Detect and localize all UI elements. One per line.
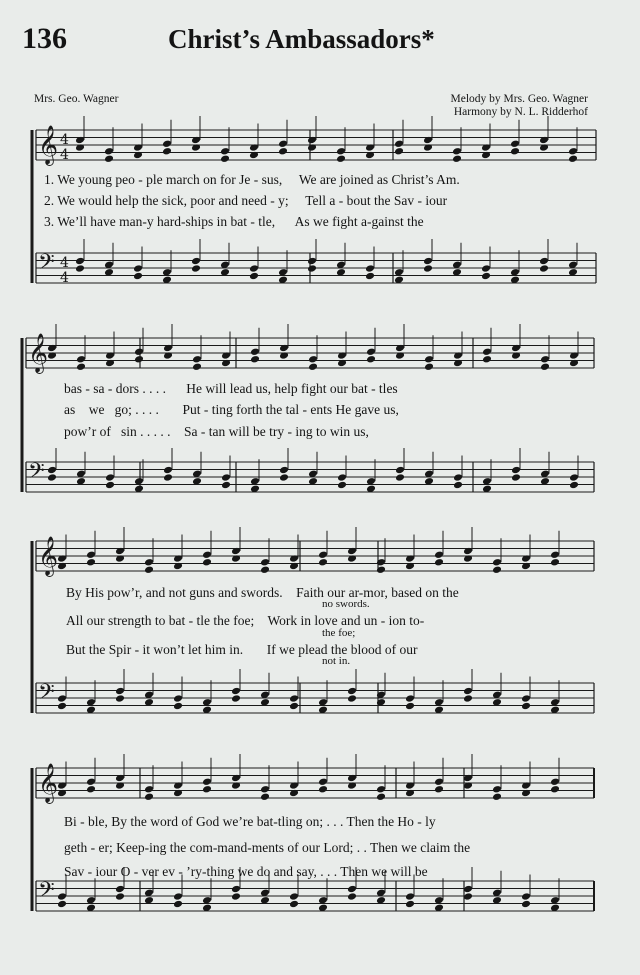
lyric-continuation: not in. xyxy=(322,655,351,667)
note-head xyxy=(191,264,201,273)
note-head xyxy=(347,892,357,901)
treble-clef: 𝄞 xyxy=(38,536,59,576)
note-head xyxy=(144,558,154,567)
note-head xyxy=(86,550,96,559)
note-head xyxy=(86,558,96,567)
note-head xyxy=(395,473,405,482)
note-head xyxy=(395,466,405,475)
note-head xyxy=(104,154,114,163)
lyric-continuation: no swords. xyxy=(322,598,370,610)
note-head xyxy=(318,550,328,559)
note-head xyxy=(86,777,96,786)
note-head xyxy=(452,147,462,156)
note-head xyxy=(569,473,579,482)
note-head xyxy=(105,481,115,490)
note-head xyxy=(481,272,491,281)
note-head xyxy=(365,264,375,273)
note-head xyxy=(134,355,144,364)
bass-clef: 𝄢 xyxy=(38,250,55,280)
note-head xyxy=(250,347,260,356)
note-head xyxy=(221,481,231,490)
note-head xyxy=(423,257,433,266)
note-head xyxy=(424,355,434,364)
note-head xyxy=(278,139,288,148)
bass-clef: 𝄢 xyxy=(28,459,45,489)
note-head xyxy=(336,154,346,163)
note-head xyxy=(115,687,125,696)
note-head xyxy=(57,892,67,901)
note-head xyxy=(144,565,154,574)
note-head xyxy=(365,272,375,281)
note-head xyxy=(308,355,318,364)
note-head xyxy=(405,892,415,901)
lyric-line: 2. We would help the sick, poor and need - y; Tell a - bout the Sav - iour xyxy=(44,193,448,208)
note-head xyxy=(492,792,502,801)
note-head xyxy=(568,154,578,163)
note-head xyxy=(202,558,212,567)
note-head xyxy=(163,466,173,475)
lyric-line: By His pow’r, and not guns and swords. Faith our ar-mor, based on the xyxy=(66,585,459,600)
lyric-line: Bi - ble, By the word of God we’re bat-tling on; . . . Then the Ho - ly xyxy=(64,814,436,829)
note-head xyxy=(492,565,502,574)
note-head xyxy=(173,694,183,703)
note-head xyxy=(134,347,144,356)
bass-clef: 𝄢 xyxy=(38,680,55,710)
note-head xyxy=(366,347,376,356)
note-head xyxy=(260,565,270,574)
note-head xyxy=(540,362,550,371)
harmony-credit: Harmony by N. L. Ridderhof xyxy=(453,106,588,118)
note-head xyxy=(539,257,549,266)
note-head xyxy=(510,147,520,156)
note-head xyxy=(260,558,270,567)
note-head xyxy=(231,687,241,696)
note-head xyxy=(278,147,288,156)
note-head xyxy=(115,885,125,894)
time-signature: 4 xyxy=(60,270,69,286)
note-head xyxy=(289,892,299,901)
note-head xyxy=(162,139,172,148)
note-head xyxy=(405,702,415,711)
note-head xyxy=(104,147,114,156)
note-head xyxy=(250,355,260,364)
notes xyxy=(47,116,579,912)
lyric-line: pow’r of sin . . . . . Sa - tan will be try - ing to win us, xyxy=(64,424,369,439)
note-head xyxy=(550,550,560,559)
note-head xyxy=(521,900,531,909)
time-signature: 4 xyxy=(60,255,69,271)
lyric-line: All our strength to bat - tle the foe; Work in love and un - ion to- xyxy=(66,613,425,628)
note-head xyxy=(192,362,202,371)
note-head xyxy=(47,466,57,475)
note-head xyxy=(57,900,67,909)
note-head xyxy=(47,473,57,482)
note-head xyxy=(540,355,550,364)
note-head xyxy=(279,473,289,482)
note-head xyxy=(434,550,444,559)
note-head xyxy=(347,694,357,703)
time-signature: 4 xyxy=(60,147,69,163)
hymn-title: Christ’s Ambassadors* xyxy=(168,24,435,54)
lyric-line: Sav - iour O - ver ev - ’ry-thing we do and say, . . . Then we will be xyxy=(64,864,428,879)
treble-clef: 𝄞 xyxy=(38,763,59,803)
note-head xyxy=(231,892,241,901)
words-credit: Mrs. Geo. Wagner xyxy=(34,93,119,105)
note-head xyxy=(550,777,560,786)
note-head xyxy=(249,264,259,273)
note-head xyxy=(76,362,86,371)
treble-clef: 𝄞 xyxy=(38,125,59,165)
note-head xyxy=(249,272,259,281)
lyric-line: 1. We young peo - ple march on for Je - sus, We are joined as Christ’s Am. xyxy=(44,172,460,187)
note-head xyxy=(105,473,115,482)
note-head xyxy=(405,694,415,703)
note-head xyxy=(133,264,143,273)
note-head xyxy=(192,355,202,364)
melody-credit: Melody by Mrs. Geo. Wagner xyxy=(450,93,588,105)
note-head xyxy=(510,139,520,148)
note-head xyxy=(434,785,444,794)
note-head xyxy=(423,264,433,273)
note-head xyxy=(376,785,386,794)
treble-clef: 𝄞 xyxy=(28,333,49,373)
note-head xyxy=(347,687,357,696)
note-head xyxy=(482,355,492,364)
note-head xyxy=(307,257,317,266)
note-head xyxy=(115,892,125,901)
note-head xyxy=(307,264,317,273)
note-head xyxy=(144,792,154,801)
note-head xyxy=(318,558,328,567)
bass-clef: 𝄢 xyxy=(38,878,55,908)
note-head xyxy=(191,257,201,266)
note-head xyxy=(318,785,328,794)
note-head xyxy=(260,785,270,794)
note-head xyxy=(231,694,241,703)
note-head xyxy=(163,473,173,482)
note-head xyxy=(405,900,415,909)
note-head xyxy=(75,257,85,266)
note-head xyxy=(568,147,578,156)
note-head xyxy=(202,785,212,794)
note-head xyxy=(289,694,299,703)
note-head xyxy=(220,147,230,156)
note-head xyxy=(173,702,183,711)
note-head xyxy=(424,362,434,371)
note-head xyxy=(133,272,143,281)
note-head xyxy=(481,264,491,273)
note-head xyxy=(202,550,212,559)
note-head xyxy=(569,481,579,490)
note-head xyxy=(463,687,473,696)
note-head xyxy=(173,900,183,909)
note-head xyxy=(86,785,96,794)
note-head xyxy=(366,355,376,364)
note-head xyxy=(202,777,212,786)
note-head xyxy=(337,473,347,482)
note-head xyxy=(539,264,549,273)
lyric-line: But the Spir - it won’t let him in. If we plead the blood of our xyxy=(66,642,418,657)
note-head xyxy=(550,558,560,567)
note-head xyxy=(220,154,230,163)
note-head xyxy=(231,885,241,894)
note-head xyxy=(434,558,444,567)
lyric-line: as we go; . . . . Put - ting forth the tal - ents He gave us, xyxy=(64,402,399,417)
note-head xyxy=(221,473,231,482)
note-head xyxy=(57,694,67,703)
note-head xyxy=(289,900,299,909)
note-head xyxy=(550,785,560,794)
note-head xyxy=(337,481,347,490)
hymn-number: 136 xyxy=(22,22,67,55)
note-head xyxy=(452,154,462,163)
note-head xyxy=(279,466,289,475)
note-head xyxy=(162,147,172,156)
lyric-line: 3. We’ll have man-y hard-ships in bat - tle, As we fight a-gainst the xyxy=(44,214,424,229)
note-head xyxy=(260,792,270,801)
note-head xyxy=(289,702,299,711)
note-head xyxy=(318,777,328,786)
note-head xyxy=(434,777,444,786)
note-head xyxy=(376,792,386,801)
note-head xyxy=(144,785,154,794)
lyric-continuation: the foe; xyxy=(322,627,356,639)
note-head xyxy=(336,147,346,156)
note-head xyxy=(453,481,463,490)
note-head xyxy=(463,694,473,703)
note-head xyxy=(308,362,318,371)
note-head xyxy=(482,347,492,356)
note-head xyxy=(511,466,521,475)
note-head xyxy=(521,892,531,901)
time-signature: 4 xyxy=(60,132,69,148)
note-head xyxy=(511,473,521,482)
lyric-line: bas - sa - dors . . . . He will lead us, help fight our bat - tles xyxy=(64,381,398,396)
staff-lines xyxy=(22,125,596,911)
note-head xyxy=(57,702,67,711)
note-head xyxy=(521,694,531,703)
note-head xyxy=(115,694,125,703)
note-head xyxy=(75,264,85,273)
note-head xyxy=(394,147,404,156)
note-head xyxy=(76,355,86,364)
note-head xyxy=(347,885,357,894)
note-head xyxy=(453,473,463,482)
lyric-line: geth - er; Keep-ing the com-mand-ments of our Lord; . . Then we claim the xyxy=(64,840,471,855)
note-head xyxy=(492,558,502,567)
note-head xyxy=(492,785,502,794)
note-head xyxy=(521,702,531,711)
note-head xyxy=(394,139,404,148)
note-head xyxy=(173,892,183,901)
